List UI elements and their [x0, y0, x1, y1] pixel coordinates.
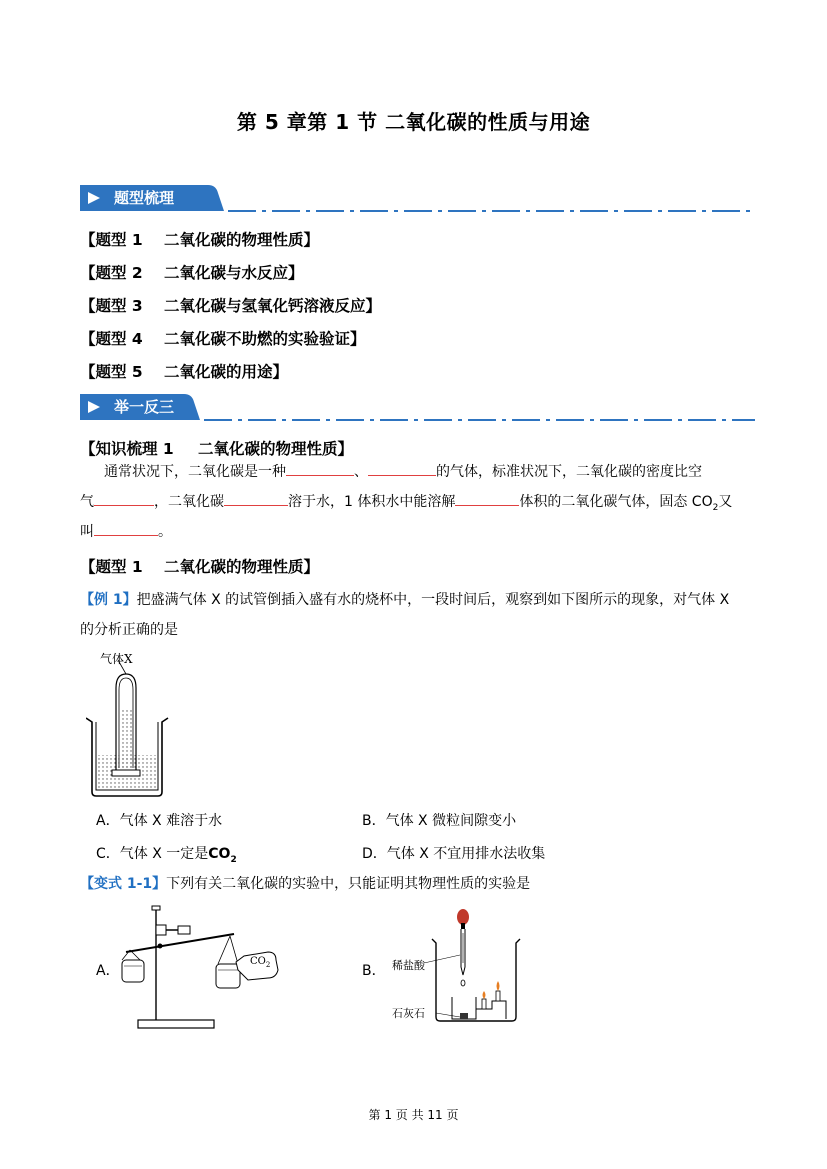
figure-gas-tube-beaker [86, 650, 196, 800]
knowledge-heading [80, 437, 354, 459]
subscript: 2 [230, 854, 237, 865]
topic-item-2 [80, 261, 304, 283]
banner-label: 题型梳理 [114, 189, 175, 207]
topic-item-1 [80, 228, 320, 250]
option-c[interactable] [96, 843, 237, 865]
knowledge-line-1 [104, 457, 702, 487]
topic-name: 二氧化碳不助燃的实验验证】 [164, 330, 366, 348]
topic-label: 【题型 2 [80, 264, 143, 282]
topic-item-5 [80, 360, 289, 382]
co2-label [250, 956, 270, 969]
figure-acid-limestone [388, 905, 528, 1030]
knowledge-line-3 [80, 517, 172, 547]
banner-shape [80, 183, 755, 215]
topic-name: 二氧化碳的物理性质】 [164, 558, 320, 576]
text: 、 [354, 464, 368, 480]
text: 溶于水，1 体积水中能溶解 [288, 494, 456, 510]
page-title: 第 5 章第 1 节 二氧化碳的性质与用途 [236, 110, 591, 134]
option-d[interactable]: D．气体 X 不宜用排水法收集 [362, 846, 546, 862]
text: 把盛满气体 X 的试管倒插入盛有水的烧杯中，一段时间后，观察到如下图所示的现象，对气体 X [136, 592, 730, 608]
formula: CO [208, 846, 231, 862]
knowledge-name: 二氧化碳的物理性质】 [198, 440, 354, 458]
subscript: 2 [265, 961, 271, 969]
topic-name: 二氧化碳的物理性质】 [164, 231, 320, 249]
option-text: C．气体 X 一定是 [96, 846, 209, 862]
variant-1-1-text [80, 869, 530, 899]
fill-blank[interactable] [224, 491, 288, 506]
topic-item-3 [80, 294, 382, 316]
fill-blank[interactable] [286, 461, 354, 476]
topic-name: 二氧化碳的用途】 [164, 363, 289, 381]
topic-label: 【题型 3 [80, 297, 143, 315]
text: 通常状况下，二氧化碳是一种 [104, 464, 286, 480]
topic-name: 二氧化碳与氢氧化钙溶液反应】 [164, 297, 382, 315]
text: 。 [158, 524, 172, 540]
subscript: 2 [712, 502, 719, 513]
option-b[interactable]: B．气体 X 微粒间隙变小 [362, 813, 517, 829]
figure-label: 气体X [100, 652, 133, 666]
text: 下列有关二氧化碳的实验中，只能证明其物理性质的实验是 [166, 876, 531, 892]
topic1-heading [80, 555, 320, 577]
acid-label: 稀盐酸 [392, 959, 425, 972]
limestone-label: 石灰石 [392, 1007, 425, 1020]
fill-blank[interactable] [368, 461, 436, 476]
topic-name: 二氧化碳与水反应】 [164, 264, 304, 282]
text: 的气体，标准状况下，二氧化碳的密度比空 [436, 464, 702, 480]
topic-label: 【题型 1 [80, 231, 143, 249]
banner-shape [80, 392, 755, 424]
text: 又 [718, 494, 733, 510]
variant-tag: 【变式 1-1】 [80, 876, 167, 892]
variant-option-a[interactable]: A． [96, 963, 120, 979]
fill-blank[interactable] [94, 521, 158, 536]
topic-label: 【题型 1 [80, 558, 143, 576]
text: ，二氧化碳 [154, 494, 224, 510]
knowledge-line-2 [80, 487, 732, 523]
page-footer: 第 1 页 共 11 页 [368, 1108, 459, 1122]
variant-option-b[interactable]: B． [362, 963, 386, 979]
text: 体积的二氧化碳气体，固态 CO [519, 494, 713, 510]
topic-label: 【题型 5 [80, 363, 143, 381]
beaker-diagram [86, 650, 196, 800]
figure-balance [118, 900, 288, 1035]
example-1-text [80, 585, 729, 615]
topic-label: 【题型 4 [80, 330, 143, 348]
fill-blank[interactable] [455, 491, 519, 506]
fill-blank[interactable] [94, 491, 154, 506]
topic-item-4 [80, 327, 366, 349]
banner-label: 举一反三 [114, 398, 175, 416]
option-a[interactable]: A．气体 X 难溶于水 [96, 813, 223, 829]
example-1-text-2: 的分析正确的是 [80, 622, 178, 638]
section-banner-practice [80, 392, 755, 422]
text: CO [250, 956, 266, 967]
knowledge-label: 【知识梳理 1 [80, 440, 174, 458]
example-tag: 【例 1】 [80, 592, 137, 608]
section-banner-question-types [80, 183, 755, 213]
text: 气 [80, 494, 94, 510]
text: 叫 [80, 524, 94, 540]
